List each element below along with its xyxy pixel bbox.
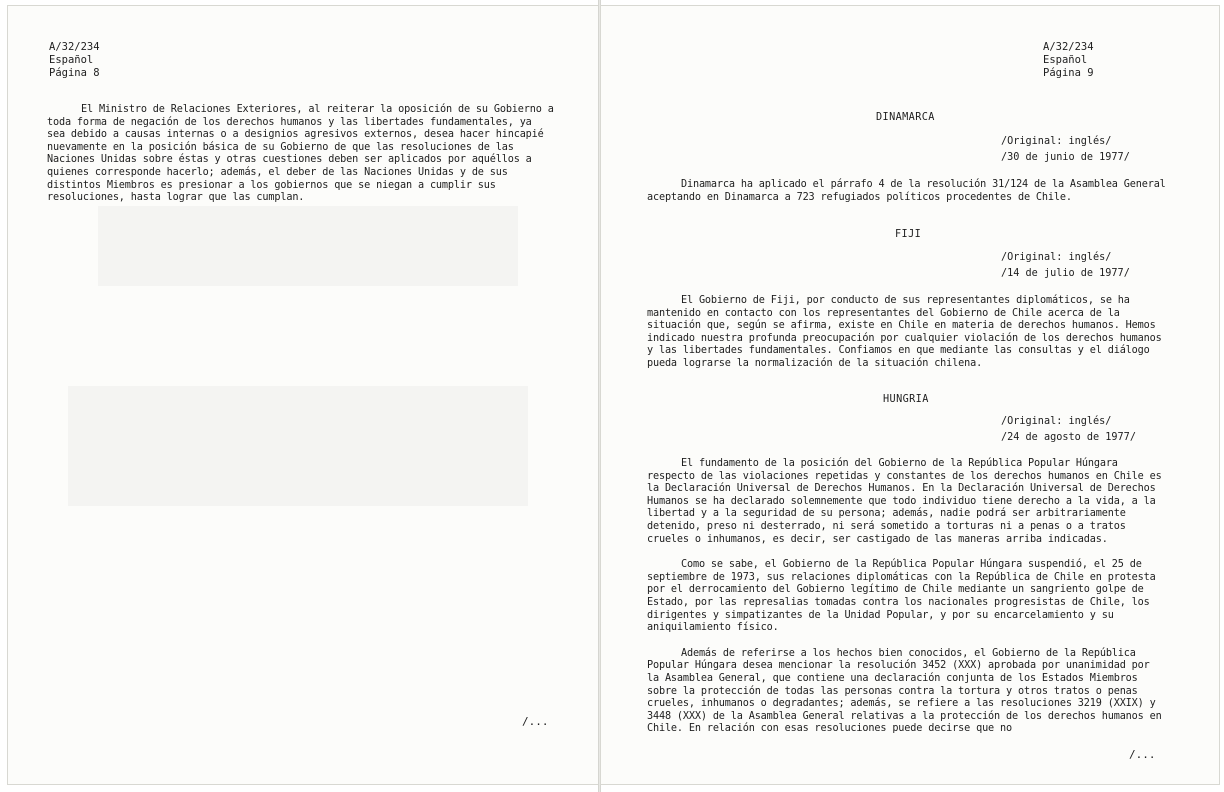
section-body-dinamarca <box>647 179 1167 204</box>
submission-meta-dinamarca <box>1001 134 1130 166</box>
left-page-body <box>47 104 554 205</box>
continuation-mark: /... <box>522 715 549 728</box>
document-symbol: A/32/234 <box>1043 41 1094 53</box>
page-number: Página 8 <box>49 67 100 79</box>
section-body-fiji <box>647 295 1167 371</box>
left-page-header <box>49 41 100 80</box>
right-page-header <box>1043 41 1094 80</box>
section-heading-fiji: FIJI <box>895 229 922 240</box>
paragraph: Como se sabe, el Gobierno de la República Popular Húngara suspendió, el 25 de septiembre de 1973, sus relaciones diplomáticas con la República de Chile en protesta por el derrocamiento del Gobierno legítimo de Chile mediante un sangriento golpe de Estado, por las represalias tomadas contra los nacionales progresistas de Chile, los dirigentes y simpatizantes de la Unidad Popular, y por su encarcelamiento y su aniquilamiento físico. <box>647 559 1156 634</box>
continuation-mark: /... <box>1129 748 1156 761</box>
submission-date: /24 de agosto de 1977/ <box>1001 432 1136 443</box>
submission-date: /30 de junio de 1977/ <box>1001 152 1130 163</box>
bleed-through-shadow <box>98 206 518 286</box>
paragraph: El Gobierno de Fiji, por conducto de sus representantes diplomáticos, se ha mantenido en contacto con los representantes del Gobierno de Chile acerca de la situación que, según se afirma, existe en Chile en materia de derechos humanos. Hemos indicado nuestra profunda preocupación por cualquier violación de los derechos humanos y las libertades fundamentales. Confiamos en que mediante las consultas y el diálogo pueda lograrse la normalización de la situación chilena. <box>647 295 1162 369</box>
document-language: Español <box>1043 54 1088 66</box>
original-language: /Original: inglés/ <box>1001 136 1112 147</box>
original-language: /Original: inglés/ <box>1001 252 1112 263</box>
right-page <box>601 6 1219 784</box>
paragraph: El Ministro de Relaciones Exteriores, al reiterar la oposición de su Gobierno a toda forma de negación de los derechos humanos y las libertades fundamentales, ya sea debido a causas internas o a designios agresivos externos, desea hacer hincapié nuevamente en la posición básica de su Gobierno de que las resoluciones de las Naciones Unidas sobre éstas y otras cuestiones deben ser aplicados por aquéllos a quienes corresponde hacerlo; además, el deber de las Naciones Unidas y de sus distintos Miembros es presionar a los gobiernos que se niegan a cumplir sus resoluciones, hasta lograr que las cumplan. <box>47 104 554 204</box>
section-heading-hungria: HUNGRIA <box>883 394 929 405</box>
paragraph: Además de referirse a los hechos bien conocidos, el Gobierno de la República Popular Húngara desea mencionar la resolución 3452 (XXX) aprobada por unanimidad por la Asamblea General, que contiene una declaración conjunta de los Estados Miembros sobre la protección de todas las personas contra la tortura y otros tratos o penas crueles, inhumanos o degradantes; además, se refiere a las resoluciones 3219 (XXIX) y 3448 (XXX) de la Asamblea General relativas a la protección de los derechos humanos en Chile. En relación con esas resoluciones puede decirse que no <box>647 647 1162 735</box>
document-language: Español <box>49 54 94 66</box>
left-page <box>8 6 598 784</box>
submission-meta-fiji <box>1001 250 1130 282</box>
paragraph: El fundamento de la posición del Gobierno de la República Popular Húngara respecto de las violaciones repetidas y constantes de los derechos humanos en Chile es la Declaración Universal de Derechos Humanos. En la Declaración Universal de Derechos Humanos se ha declarado solemnemente que todo individuo tiene derecho a la vida, a la libertad y a la seguridad de su persona; además, nadie podrá ser arbitrariamente detenido, preso ni desterrado, ni será sometido a torturas ni a penas o a tratos crueles o inhumanos, es decir, ser castigado de las maneras arriba indicadas. <box>647 458 1162 545</box>
section-body-hungria <box>647 458 1167 736</box>
paragraph: Dinamarca ha aplicado el párrafo 4 de la resolución 31/124 de la Asamblea General aceptando en Dinamarca a 723 refugiados políticos procedentes de Chile. <box>647 179 1166 203</box>
original-language: /Original: inglés/ <box>1001 416 1112 427</box>
submission-meta-hungria <box>1001 414 1136 446</box>
page-number: Página 9 <box>1043 67 1094 79</box>
submission-date: /14 de julio de 1977/ <box>1001 268 1130 279</box>
section-heading-dinamarca: DINAMARCA <box>876 112 935 123</box>
document-symbol: A/32/234 <box>49 41 100 53</box>
bleed-through-shadow <box>68 386 528 506</box>
